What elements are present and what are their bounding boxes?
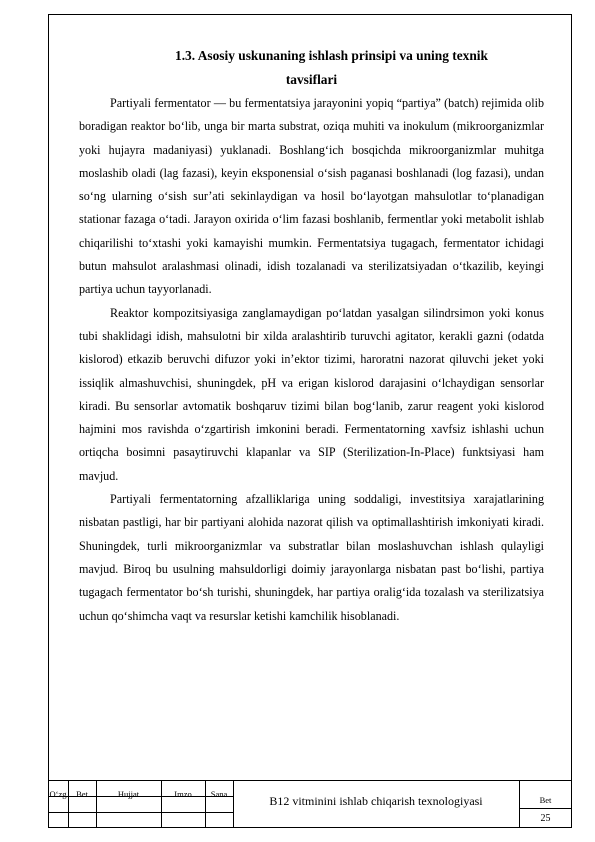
section-title: [79, 44, 544, 92]
section-title-line1: 1.3. Asosiy uskunaning ishlash prinsipi va uning texnik: [175, 48, 488, 63]
stamp-page-label: Bet: [539, 795, 552, 805]
stamp-sana-label: Sana: [210, 789, 228, 799]
paragraph-3: Partiyali fermentatorning afzalliklariga uning soddaligi, investitsiya xarajatlarining nisbatan pastligi, har bir partiyani alohida nazorat qilish va optimallashtirish imkoniyati kiradi. Shuningdek, turli mikroorganizmlar va substratlar bilan moslashuvchan ishlash qulayligi mavjud. Biroq bu usulning mahsuldorligi doimiy jarayonlarga nisbatan past bo‘lishi, partiya tugagach fermentator bo‘sh turishi, shuningdek, har partiya oralig‘ida tozalash va sterilizatsiya uchun qo‘shimcha vaqt va resurslar ketishi kamchilik hisoblanadi.: [79, 492, 544, 623]
stamp-document-name: B12 vitminini ishlab chiqarish texnologiyasi: [269, 794, 483, 808]
stamp-hujjat-label: Hujjat: [117, 789, 140, 799]
stamp-ozg-label: O‘zg: [49, 789, 67, 799]
stamp-bet-label: Bet: [76, 789, 88, 799]
title-block: [48, 780, 572, 828]
section-title-line2: tavsiflari: [285, 72, 338, 87]
paragraph-1: Partiyali fermentator — bu fermentatsiya jarayonini yopiq “partiya” (batch) rejimida olib boradigan reaktor bo‘lib, unga bir marta substrat, oziqa muhiti va inokulum (mikroorganizmlar yoki hujayra madaniyasi) yuklanadi. Boshlang‘ich bosqichda mikroorganizmlar muhitga moslashib oladi (lag fazasi), keyin eksponensial o‘sish paganasi boshlanadi (log fazasi), undan so‘ng ularning o‘sish sur’ati sekinlaydigan va hosil bo‘layotgan mahsulotlar to‘planadigan stationar fazaga o‘tadi. Jarayon oxirida o‘lim fazasi boshlanib, fermentlar yoki metabolit ishlab chiqarilishi to‘xtashi yoki kamayishi mumkin. Fermentatsiya tugagach, fermentator ichidagi butun mahsulot aralashmasi olinadi, idish tozalanadi va sterilizatsiyadan o‘tkazilib, keyingi partiya uchun tayyorlanadi.: [79, 96, 544, 297]
stamp-imzo-label: Imzo: [174, 789, 192, 799]
stamp-page-number: 25: [540, 813, 551, 824]
document-body: [79, 44, 544, 628]
paragraph-2: Reaktor kompozitsiyasiga zanglamaydigan po‘latdan yasalgan silindrsimon yoki konus tubi shaklidagi idish, mahsulotni bir xilda aralashtirib turuvchi agitator, kerakli gazni (odatda kislorod) etkazib beruvchi difuzor yoki in’ektor tizimi, haroratni nazorat qiluvchi jeket yoki issiqlik almashuvchisi, shuningdek, pH va erigan kislorod darajasini o‘lchaydigan sensorlar kiradi. Bu sensorlar avtomatik boshqaruv tizimi bilan bog‘lanib, zarur reagent yoki kislorod hajmini mos ravishda o‘zgartirish imkonini beradi. Fermentatorning xavfsiz ishlashi uchun ortiqcha bosimni pasaytiruvchi klapanlar va SIP (Sterilization-In-Place) funktsiyasi ham mavjud.: [79, 305, 544, 483]
